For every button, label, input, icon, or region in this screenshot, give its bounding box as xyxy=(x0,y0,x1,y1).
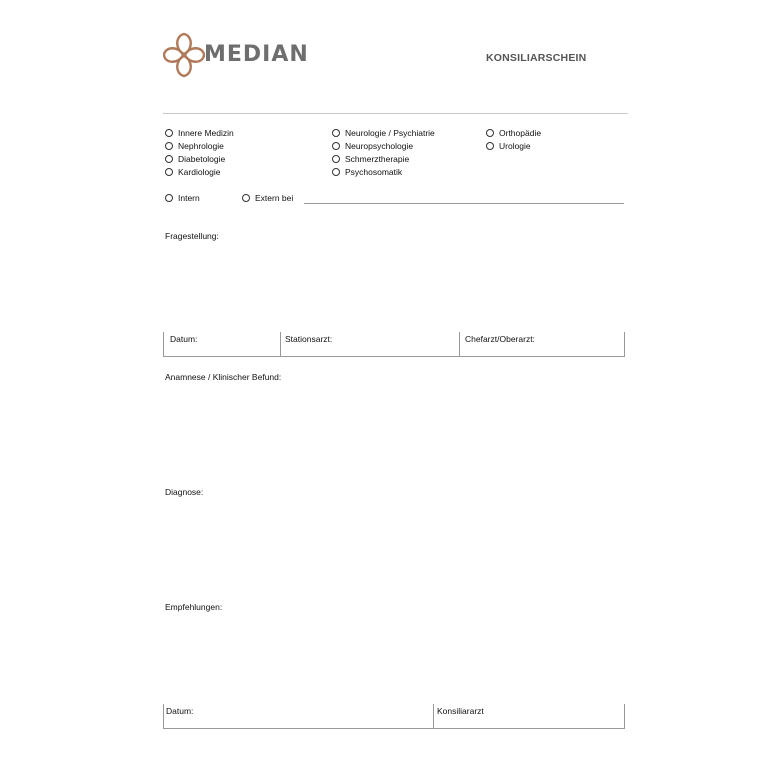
anamnese-label: Anamnese / Klinischer Befund: xyxy=(165,372,282,382)
empfehlungen-label: Empfehlungen: xyxy=(165,602,223,612)
option-label: Neurologie / Psychiatrie xyxy=(345,128,435,138)
option-label: Diabetologie xyxy=(178,154,226,164)
datum-label: Datum: xyxy=(170,334,198,344)
datum-cell[interactable] xyxy=(164,332,280,356)
konsiliararzt-label: Konsiliararzt xyxy=(437,706,484,716)
radio-icon[interactable] xyxy=(486,129,494,137)
radio-icon[interactable] xyxy=(165,168,173,176)
stationsarzt-cell[interactable] xyxy=(280,332,459,356)
fragestellung-label: Fragestellung: xyxy=(165,231,219,241)
option-label: Nephrologie xyxy=(178,141,224,151)
option-label: Extern bei xyxy=(255,193,294,203)
median-logo xyxy=(163,30,309,85)
signature-table-1 xyxy=(163,332,625,357)
radio-icon[interactable] xyxy=(165,194,173,202)
chefarzt-cell[interactable] xyxy=(459,332,624,356)
radio-icon[interactable] xyxy=(165,155,173,163)
option-innere-medizin[interactable] xyxy=(165,127,234,139)
option-extern[interactable] xyxy=(242,192,293,204)
extern-bei-field[interactable] xyxy=(304,203,624,204)
option-label: Orthopädie xyxy=(499,128,542,138)
option-kardiologie[interactable] xyxy=(165,166,234,178)
option-diabetologie[interactable] xyxy=(165,153,234,165)
option-label: Kardiologie xyxy=(178,167,221,177)
option-neuropsychologie[interactable] xyxy=(332,140,435,152)
department-column-2 xyxy=(332,127,435,179)
department-column-3 xyxy=(486,127,541,153)
header-divider xyxy=(163,113,628,114)
radio-icon[interactable] xyxy=(332,168,340,176)
radio-icon[interactable] xyxy=(332,129,340,137)
radio-icon[interactable] xyxy=(332,155,340,163)
option-urologie[interactable] xyxy=(486,140,541,152)
option-psychosomatik[interactable] xyxy=(332,166,435,178)
radio-icon[interactable] xyxy=(486,142,494,150)
radio-icon[interactable] xyxy=(165,129,173,137)
option-label: Urologie xyxy=(499,141,531,151)
chefarzt-label: Chefarzt/Oberarzt: xyxy=(465,334,535,344)
option-label: Psychosomatik xyxy=(345,167,403,177)
diagnose-label: Diagnose: xyxy=(165,487,204,497)
option-nephrologie[interactable] xyxy=(165,140,234,152)
clover-logo-icon xyxy=(163,30,205,80)
radio-icon[interactable] xyxy=(242,194,250,202)
option-label: Intern xyxy=(178,193,200,203)
konsiliararzt-cell[interactable] xyxy=(433,704,624,728)
radio-icon[interactable] xyxy=(165,142,173,150)
option-schmerztherapie[interactable] xyxy=(332,153,435,165)
option-label: Innere Medizin xyxy=(178,128,234,138)
option-neurologie[interactable] xyxy=(332,127,435,139)
option-orthopaedie[interactable] xyxy=(486,127,541,139)
option-intern[interactable] xyxy=(165,192,200,204)
document-title: KONSILIARSCHEIN xyxy=(486,52,587,64)
stationsarzt-label: Stationsarzt: xyxy=(285,334,333,344)
option-label: Schmerztherapie xyxy=(345,154,410,164)
brand-name: MEDIAN xyxy=(204,42,309,67)
radio-icon[interactable] xyxy=(332,142,340,150)
datum-cell[interactable] xyxy=(164,704,433,728)
department-column-1 xyxy=(165,127,234,179)
signature-table-2 xyxy=(163,704,625,729)
datum-label: Datum: xyxy=(166,706,194,716)
option-label: Neuropsychologie xyxy=(345,141,414,151)
